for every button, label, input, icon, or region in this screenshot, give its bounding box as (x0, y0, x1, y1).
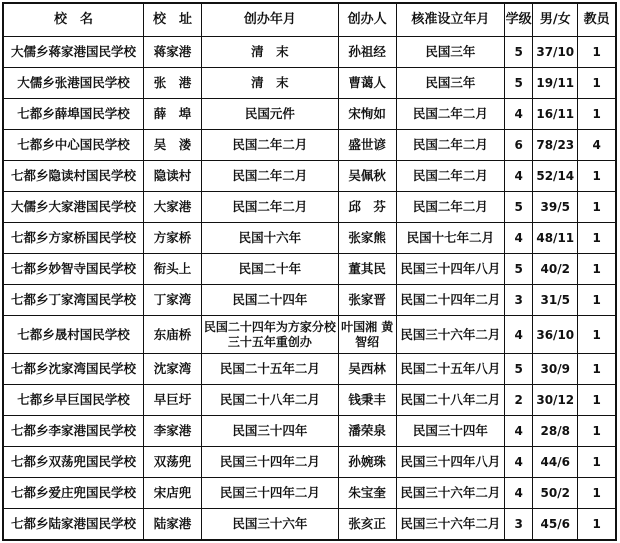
table-row (3, 478, 616, 509)
cell-male-female: 16/11 (533, 99, 578, 130)
cell-grades: 5 (505, 37, 533, 68)
cell-male-female: 44/6 (533, 447, 578, 478)
cell-school-name: 大儒乡蒋家港国民学校 (3, 37, 143, 68)
cell-approved: 民国三十六年二月 (396, 316, 504, 354)
cell-school-site: 大家港 (143, 192, 201, 223)
table-row (3, 99, 616, 130)
cell-founded: 民国二十五年二月 (202, 354, 338, 385)
table-row (3, 354, 616, 385)
cell-school-name: 七都乡薛埠国民学校 (3, 99, 143, 130)
cell-school-site: 宋店兜 (143, 478, 201, 509)
cell-teachers: 4 (578, 130, 616, 161)
cell-teachers: 1 (578, 223, 616, 254)
cell-school-name: 七都乡丁家湾国民学校 (3, 285, 143, 316)
cell-founder: 邱 芬 (338, 192, 396, 223)
cell-grades: 3 (505, 285, 533, 316)
cell-school-site: 蒋家港 (143, 37, 201, 68)
cell-school-site: 张 港 (143, 68, 201, 99)
cell-teachers: 1 (578, 447, 616, 478)
cell-founded: 民国二十四年 (202, 285, 338, 316)
table-row (3, 68, 616, 99)
cell-teachers: 1 (578, 285, 616, 316)
cell-founded: 民国三十四年 (202, 416, 338, 447)
cell-approved: 民国三十四年八月 (396, 254, 504, 285)
cell-approved: 民国二十八年二月 (396, 385, 504, 416)
cell-school-name: 大儒乡张港国民学校 (3, 68, 143, 99)
table-row (3, 161, 616, 192)
cell-male-female: 30/12 (533, 385, 578, 416)
cell-school-site: 方家桥 (143, 223, 201, 254)
cell-founded: 清 末 (202, 68, 338, 99)
cell-school-site: 李家港 (143, 416, 201, 447)
header-founder: 创办人 (338, 3, 396, 37)
cell-approved: 民国二十五年八月 (396, 354, 504, 385)
cell-teachers: 1 (578, 316, 616, 354)
cell-school-site: 早巨圩 (143, 385, 201, 416)
cell-approved: 民国十七年二月 (396, 223, 504, 254)
cell-founder: 钱秉丰 (338, 385, 396, 416)
cell-approved: 民国三十四年八月 (396, 447, 504, 478)
cell-founder: 吴佩秋 (338, 161, 396, 192)
cell-grades: 4 (505, 416, 533, 447)
cell-male-female: 30/9 (533, 354, 578, 385)
cell-school-site: 沈家湾 (143, 354, 201, 385)
cell-teachers: 1 (578, 509, 616, 541)
cell-grades: 4 (505, 478, 533, 509)
cell-founded: 民国二年二月 (202, 192, 338, 223)
cell-approved: 民国二年二月 (396, 130, 504, 161)
cell-school-site: 隐读村 (143, 161, 201, 192)
cell-school-site: 衔头上 (143, 254, 201, 285)
cell-male-female: 48/11 (533, 223, 578, 254)
cell-founder: 盛世谚 (338, 130, 396, 161)
table-row (3, 37, 616, 68)
cell-male-female: 50/2 (533, 478, 578, 509)
cell-male-female: 78/23 (533, 130, 578, 161)
cell-male-female: 28/8 (533, 416, 578, 447)
cell-grades: 3 (505, 509, 533, 541)
cell-founder: 潘荣泉 (338, 416, 396, 447)
cell-school-site: 薛 埠 (143, 99, 201, 130)
cell-grades: 5 (505, 68, 533, 99)
table-row (3, 192, 616, 223)
cell-founded: 民国二十年 (202, 254, 338, 285)
cell-founded: 民国二年二月 (202, 161, 338, 192)
cell-founded: 民国元件 (202, 99, 338, 130)
header-grades: 学级 (505, 3, 533, 37)
cell-founder: 张家熊 (338, 223, 396, 254)
cell-school-name: 大儒乡大家港国民学校 (3, 192, 143, 223)
cell-school-name: 七都乡李家港国民学校 (3, 416, 143, 447)
cell-male-female: 45/6 (533, 509, 578, 541)
cell-teachers: 1 (578, 416, 616, 447)
cell-school-name: 七都乡妙智寺国民学校 (3, 254, 143, 285)
cell-male-female: 52/14 (533, 161, 578, 192)
header-founded: 创办年月 (202, 3, 338, 37)
cell-male-female: 19/11 (533, 68, 578, 99)
cell-male-female: 31/5 (533, 285, 578, 316)
cell-founder: 董其民 (338, 254, 396, 285)
cell-school-name: 七都乡双荡兜国民学校 (3, 447, 143, 478)
cell-school-site: 双荡兜 (143, 447, 201, 478)
header-approved: 核准设立年月 (396, 3, 504, 37)
cell-school-name: 七都乡中心国民学校 (3, 130, 143, 161)
cell-grades: 2 (505, 385, 533, 416)
cell-approved: 民国三年 (396, 68, 504, 99)
cell-grades: 5 (505, 254, 533, 285)
cell-male-female: 36/10 (533, 316, 578, 354)
cell-teachers: 1 (578, 385, 616, 416)
cell-grades: 5 (505, 192, 533, 223)
table-row (3, 130, 616, 161)
cell-teachers: 1 (578, 68, 616, 99)
school-table-wrapper (2, 2, 617, 540)
header-school-site: 校 址 (143, 3, 201, 37)
cell-grades: 4 (505, 99, 533, 130)
cell-school-name: 七都乡方家桥国民学校 (3, 223, 143, 254)
cell-approved: 民国三十四年 (396, 416, 504, 447)
cell-teachers: 1 (578, 478, 616, 509)
cell-teachers: 1 (578, 161, 616, 192)
cell-school-name: 七都乡爱庄兜国民学校 (3, 478, 143, 509)
table-row (3, 416, 616, 447)
cell-founder: 宋恂如 (338, 99, 396, 130)
school-table (2, 2, 617, 541)
table-row (3, 509, 616, 541)
table-row (3, 285, 616, 316)
header-teachers: 教员 (578, 3, 616, 37)
cell-school-name: 七都乡沈家湾国民学校 (3, 354, 143, 385)
cell-teachers: 1 (578, 37, 616, 68)
cell-school-name: 七都乡隐读村国民学校 (3, 161, 143, 192)
cell-male-female: 37/10 (533, 37, 578, 68)
table-row (3, 254, 616, 285)
cell-approved: 民国二年二月 (396, 99, 504, 130)
table-row (3, 385, 616, 416)
cell-teachers: 1 (578, 254, 616, 285)
cell-grades: 4 (505, 316, 533, 354)
cell-school-name: 七都乡晟村国民学校 (3, 316, 143, 354)
cell-male-female: 40/2 (533, 254, 578, 285)
cell-grades: 4 (505, 447, 533, 478)
cell-founder: 吴西林 (338, 354, 396, 385)
cell-school-site: 东庙桥 (143, 316, 201, 354)
header-male-female: 男/女 (533, 3, 578, 37)
cell-founded: 民国二十四年为方家分校三十五年重创办 (202, 316, 338, 354)
cell-founded: 清 末 (202, 37, 338, 68)
cell-founder: 朱宝奎 (338, 478, 396, 509)
cell-founder: 曹蔼人 (338, 68, 396, 99)
table-row (3, 447, 616, 478)
cell-founder: 张亥正 (338, 509, 396, 541)
cell-school-name: 七都乡早巨国民学校 (3, 385, 143, 416)
table-row (3, 223, 616, 254)
cell-school-site: 丁家湾 (143, 285, 201, 316)
cell-teachers: 1 (578, 192, 616, 223)
cell-founder: 孙祖经 (338, 37, 396, 68)
header-row (3, 3, 616, 37)
cell-teachers: 1 (578, 354, 616, 385)
cell-founded: 民国三十四年二月 (202, 447, 338, 478)
cell-school-name: 七都乡陆家港国民学校 (3, 509, 143, 541)
cell-approved: 民国三年 (396, 37, 504, 68)
cell-founded: 民国二年二月 (202, 130, 338, 161)
cell-founded: 民国三十六年 (202, 509, 338, 541)
cell-male-female: 39/5 (533, 192, 578, 223)
cell-grades: 5 (505, 354, 533, 385)
cell-founded: 民国十六年 (202, 223, 338, 254)
cell-founder: 张家晋 (338, 285, 396, 316)
cell-founder: 孙婉珠 (338, 447, 396, 478)
cell-founder: 叶国湘 黄智绍 (338, 316, 396, 354)
cell-approved: 民国二十四年二月 (396, 285, 504, 316)
cell-teachers: 1 (578, 99, 616, 130)
cell-school-site: 吴 溇 (143, 130, 201, 161)
cell-approved: 民国三十六年二月 (396, 509, 504, 541)
header-school-name: 校 名 (3, 3, 143, 37)
cell-school-site: 陆家港 (143, 509, 201, 541)
cell-founded: 民国三十四年二月 (202, 478, 338, 509)
cell-approved: 民国二年二月 (396, 192, 504, 223)
table-row (3, 316, 616, 354)
cell-founded: 民国二十八年二月 (202, 385, 338, 416)
cell-grades: 4 (505, 223, 533, 254)
cell-grades: 6 (505, 130, 533, 161)
cell-approved: 民国三十六年二月 (396, 478, 504, 509)
cell-approved: 民国二年二月 (396, 161, 504, 192)
cell-grades: 4 (505, 161, 533, 192)
